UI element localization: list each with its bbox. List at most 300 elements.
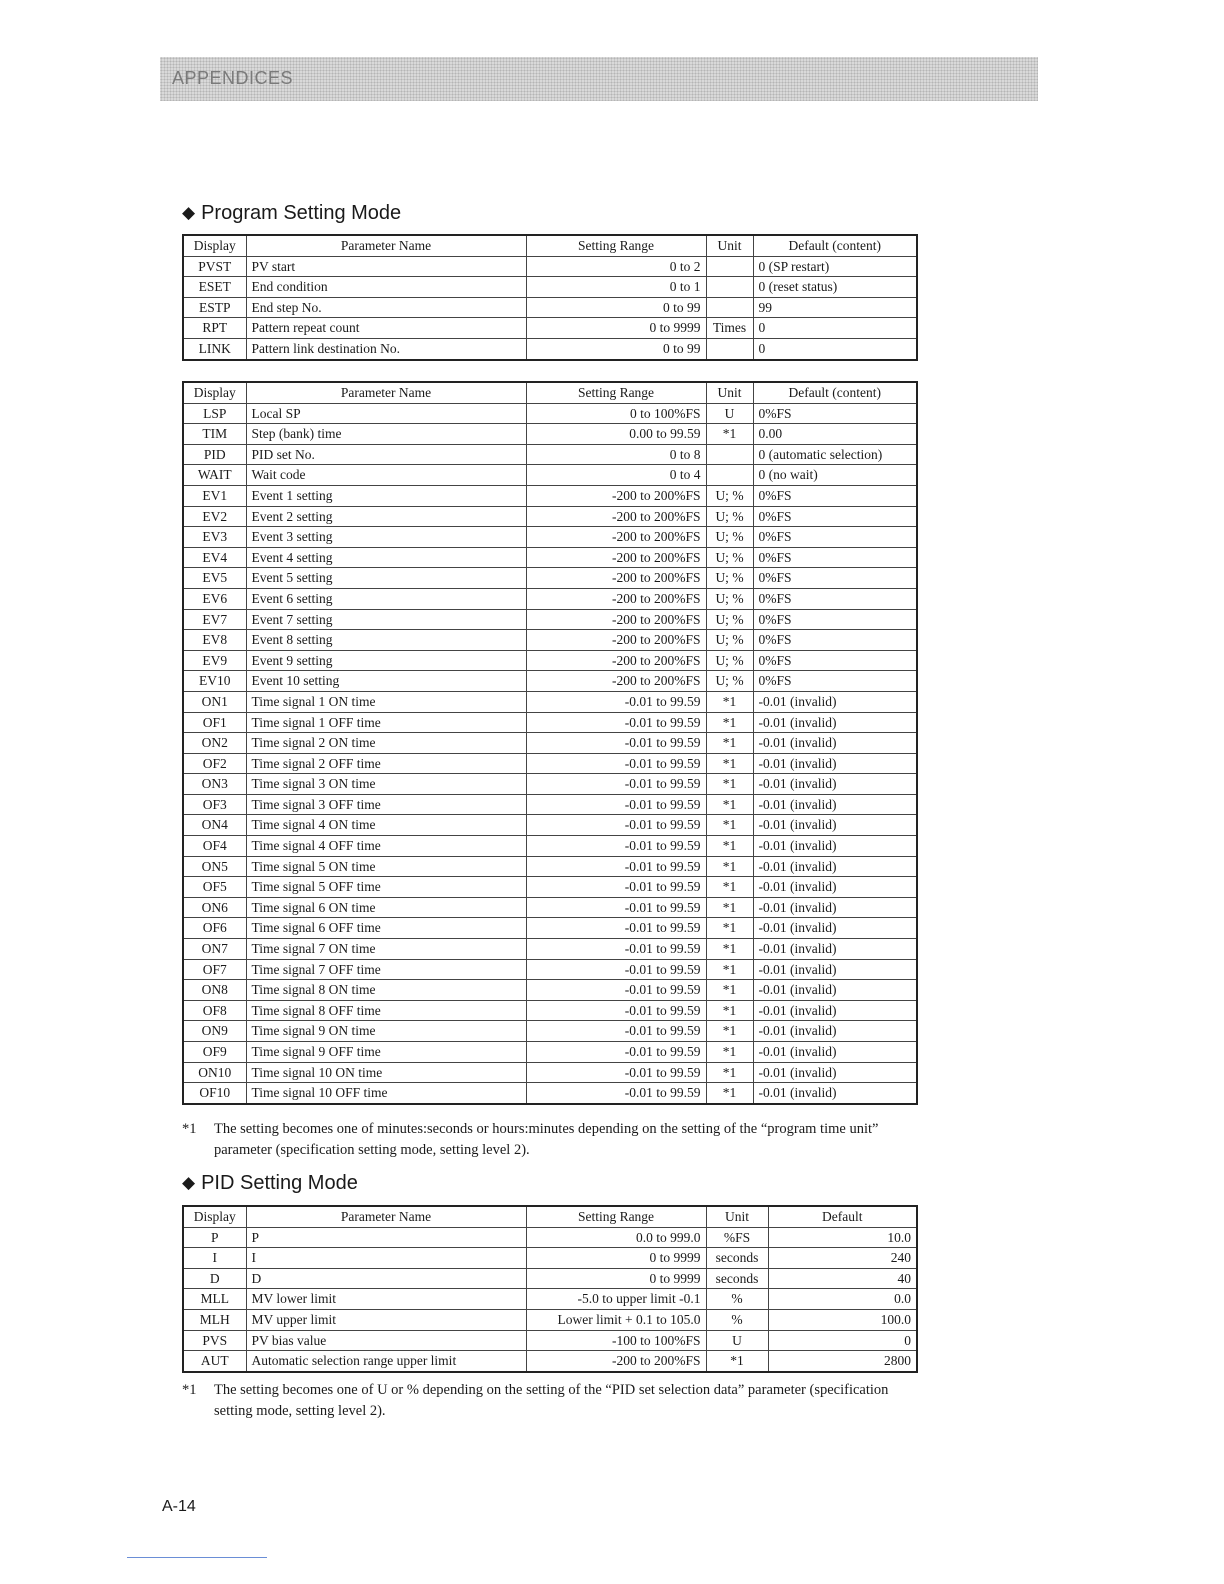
cell-unit: U; % bbox=[706, 671, 753, 692]
table-row bbox=[183, 588, 917, 609]
cell-unit: *1 bbox=[706, 1351, 768, 1372]
diamond-bullet-icon: ◆ bbox=[182, 1173, 196, 1192]
cell-parameter-name: Event 10 setting bbox=[246, 671, 526, 692]
table-row bbox=[183, 277, 917, 298]
table-row bbox=[183, 338, 917, 359]
cell-parameter-name: Time signal 3 OFF time bbox=[246, 794, 526, 815]
cell-setting-range: -5.0 to upper limit -0.1 bbox=[526, 1289, 706, 1310]
table-row bbox=[183, 959, 917, 980]
table-row bbox=[183, 506, 917, 527]
table-row bbox=[183, 1000, 917, 1021]
program-setting-mode-heading bbox=[182, 202, 401, 225]
cell-unit: *1 bbox=[706, 712, 753, 733]
program-setting-table bbox=[182, 234, 918, 361]
table-row bbox=[183, 1268, 917, 1289]
cell-parameter-name: Automatic selection range upper limit bbox=[246, 1351, 526, 1372]
cell-setting-range: -0.01 to 99.59 bbox=[526, 1062, 706, 1083]
cell-setting-range: Lower limit + 0.1 to 105.0 bbox=[526, 1309, 706, 1330]
cell-parameter-name: P bbox=[246, 1227, 526, 1248]
cell-unit: *1 bbox=[706, 897, 753, 918]
cell-unit: U bbox=[706, 1330, 768, 1351]
cell-unit: *1 bbox=[706, 1083, 753, 1104]
table-row bbox=[183, 753, 917, 774]
cell-parameter-name: End condition bbox=[246, 277, 526, 298]
cell-setting-range: -0.01 to 99.59 bbox=[526, 939, 706, 960]
table-header-row bbox=[183, 1206, 917, 1227]
cell-parameter-name: Step (bank) time bbox=[246, 424, 526, 445]
footnote-text: The setting becomes one of minutes:seconds or hours:minutes depending on the setting of the “program time unit” parameter (specification setting mode, setting level 2). bbox=[214, 1121, 879, 1158]
cell-setting-range: -200 to 200%FS bbox=[526, 568, 706, 589]
table-row bbox=[183, 1289, 917, 1310]
cell-unit: U; % bbox=[706, 609, 753, 630]
cell-setting-range: -200 to 200%FS bbox=[526, 547, 706, 568]
cell-default: 100.0 bbox=[768, 1309, 917, 1330]
cell-setting-range: -0.01 to 99.59 bbox=[526, 733, 706, 754]
column-header-setting-range: Setting Range bbox=[526, 382, 706, 403]
cell-default: 99 bbox=[753, 297, 917, 318]
cell-setting-range: -200 to 200%FS bbox=[526, 485, 706, 506]
cell-display: MLL bbox=[183, 1289, 246, 1310]
table-row bbox=[183, 691, 917, 712]
cell-display: AUT bbox=[183, 1351, 246, 1372]
cell-unit: *1 bbox=[706, 691, 753, 712]
cell-setting-range: -0.01 to 99.59 bbox=[526, 836, 706, 857]
cell-parameter-name: End step No. bbox=[246, 297, 526, 318]
cell-default: -0.01 (invalid) bbox=[753, 794, 917, 815]
cell-setting-range: -0.01 to 99.59 bbox=[526, 1000, 706, 1021]
cell-default: 0%FS bbox=[753, 650, 917, 671]
cell-unit: *1 bbox=[706, 794, 753, 815]
cell-unit: *1 bbox=[706, 753, 753, 774]
cell-display: MLH bbox=[183, 1309, 246, 1330]
cell-setting-range: -200 to 200%FS bbox=[526, 1351, 706, 1372]
cell-display: PVS bbox=[183, 1330, 246, 1351]
cell-default: 0%FS bbox=[753, 527, 917, 548]
table-row bbox=[183, 1248, 917, 1269]
cell-unit: *1 bbox=[706, 918, 753, 939]
cell-unit: U; % bbox=[706, 547, 753, 568]
cell-setting-range: -200 to 200%FS bbox=[526, 588, 706, 609]
cell-default: 0%FS bbox=[753, 506, 917, 527]
cell-display: OF7 bbox=[183, 959, 246, 980]
cell-default: -0.01 (invalid) bbox=[753, 980, 917, 1001]
bottom-rule bbox=[127, 1557, 267, 1558]
table-row bbox=[183, 712, 917, 733]
table-row bbox=[183, 1021, 917, 1042]
cell-setting-range: -0.01 to 99.59 bbox=[526, 794, 706, 815]
cell-unit: *1 bbox=[706, 939, 753, 960]
cell-default: -0.01 (invalid) bbox=[753, 712, 917, 733]
column-header-default: Default (content) bbox=[753, 382, 917, 403]
table-row bbox=[183, 918, 917, 939]
cell-parameter-name: Wait code bbox=[246, 465, 526, 486]
footnote-pid-set-selection bbox=[182, 1380, 922, 1422]
table-row bbox=[183, 318, 917, 339]
cell-setting-range: -0.01 to 99.59 bbox=[526, 980, 706, 1001]
table-row bbox=[183, 733, 917, 754]
appendices-header-band bbox=[160, 57, 1038, 101]
cell-unit bbox=[706, 338, 753, 359]
table-row bbox=[183, 609, 917, 630]
cell-unit: seconds bbox=[706, 1248, 768, 1269]
cell-parameter-name: Time signal 8 ON time bbox=[246, 980, 526, 1001]
cell-display: PID bbox=[183, 444, 246, 465]
cell-display: ESET bbox=[183, 277, 246, 298]
cell-parameter-name: Time signal 3 ON time bbox=[246, 774, 526, 795]
step-table-body bbox=[183, 403, 917, 1104]
cell-default: -0.01 (invalid) bbox=[753, 774, 917, 795]
cell-setting-range: -200 to 200%FS bbox=[526, 609, 706, 630]
cell-display: EV7 bbox=[183, 609, 246, 630]
cell-unit: *1 bbox=[706, 959, 753, 980]
column-header-parameter-name: Parameter Name bbox=[246, 1206, 526, 1227]
cell-parameter-name: Time signal 9 ON time bbox=[246, 1021, 526, 1042]
cell-default: 0%FS bbox=[753, 609, 917, 630]
cell-default: 0%FS bbox=[753, 588, 917, 609]
cell-setting-range: -200 to 200%FS bbox=[526, 527, 706, 548]
cell-unit: % bbox=[706, 1309, 768, 1330]
table-row bbox=[183, 256, 917, 277]
cell-parameter-name: D bbox=[246, 1268, 526, 1289]
cell-unit bbox=[706, 444, 753, 465]
table-row bbox=[183, 774, 917, 795]
cell-unit: U; % bbox=[706, 485, 753, 506]
column-header-display: Display bbox=[183, 1206, 246, 1227]
table-header-row bbox=[183, 235, 917, 256]
cell-parameter-name: Time signal 5 OFF time bbox=[246, 877, 526, 898]
cell-default: 0%FS bbox=[753, 630, 917, 651]
cell-display: WAIT bbox=[183, 465, 246, 486]
page-number: A-14 bbox=[162, 1498, 196, 1515]
cell-default: 0 (automatic selection) bbox=[753, 444, 917, 465]
cell-display: LSP bbox=[183, 403, 246, 424]
cell-display: EV5 bbox=[183, 568, 246, 589]
cell-setting-range: -0.01 to 99.59 bbox=[526, 712, 706, 733]
cell-unit: seconds bbox=[706, 1268, 768, 1289]
cell-display: ON4 bbox=[183, 815, 246, 836]
step-setting-table bbox=[182, 381, 918, 1105]
table-row bbox=[183, 485, 917, 506]
cell-parameter-name: Time signal 9 OFF time bbox=[246, 1042, 526, 1063]
footnote-text: The setting becomes one of U or % depending on the setting of the “PID set selection data” parameter (specification setting mode, setting level 2). bbox=[214, 1382, 889, 1419]
cell-setting-range: 0 to 4 bbox=[526, 465, 706, 486]
cell-setting-range: -100 to 100%FS bbox=[526, 1330, 706, 1351]
column-header-display: Display bbox=[183, 382, 246, 403]
table-row bbox=[183, 1330, 917, 1351]
cell-unit bbox=[706, 256, 753, 277]
pid-table-body bbox=[183, 1227, 917, 1372]
cell-display: OF10 bbox=[183, 1083, 246, 1104]
table-row bbox=[183, 856, 917, 877]
table-row bbox=[183, 671, 917, 692]
table-row bbox=[183, 794, 917, 815]
cell-default: -0.01 (invalid) bbox=[753, 815, 917, 836]
table-row bbox=[183, 444, 917, 465]
cell-unit: *1 bbox=[706, 877, 753, 898]
cell-default: -0.01 (invalid) bbox=[753, 918, 917, 939]
footnote-program-time-unit bbox=[182, 1119, 922, 1161]
cell-display: EV4 bbox=[183, 547, 246, 568]
cell-display: ESTP bbox=[183, 297, 246, 318]
cell-parameter-name: Time signal 1 ON time bbox=[246, 691, 526, 712]
cell-unit: *1 bbox=[706, 774, 753, 795]
cell-parameter-name: PID set No. bbox=[246, 444, 526, 465]
cell-display: EV2 bbox=[183, 506, 246, 527]
table-row bbox=[183, 465, 917, 486]
column-header-setting-range: Setting Range bbox=[526, 1206, 706, 1227]
cell-default: -0.01 (invalid) bbox=[753, 836, 917, 857]
cell-default: -0.01 (invalid) bbox=[753, 1062, 917, 1083]
cell-setting-range: -0.01 to 99.59 bbox=[526, 918, 706, 939]
table-row bbox=[183, 527, 917, 548]
diamond-bullet-icon: ◆ bbox=[182, 203, 196, 222]
cell-default: 40 bbox=[768, 1268, 917, 1289]
cell-unit: U; % bbox=[706, 568, 753, 589]
cell-default: 0 (no wait) bbox=[753, 465, 917, 486]
cell-default: 2800 bbox=[768, 1351, 917, 1372]
cell-default: 0%FS bbox=[753, 568, 917, 589]
cell-setting-range: 0 to 9999 bbox=[526, 1268, 706, 1289]
cell-unit: % bbox=[706, 1289, 768, 1310]
cell-unit: %FS bbox=[706, 1227, 768, 1248]
cell-default: -0.01 (invalid) bbox=[753, 959, 917, 980]
cell-default: -0.01 (invalid) bbox=[753, 1021, 917, 1042]
cell-setting-range: 0 to 9999 bbox=[526, 318, 706, 339]
table-row bbox=[183, 650, 917, 671]
cell-parameter-name: Time signal 7 OFF time bbox=[246, 959, 526, 980]
program-table-body bbox=[183, 256, 917, 359]
cell-parameter-name: Event 9 setting bbox=[246, 650, 526, 671]
table-row bbox=[183, 547, 917, 568]
table-row bbox=[183, 815, 917, 836]
cell-unit: *1 bbox=[706, 1062, 753, 1083]
cell-default: -0.01 (invalid) bbox=[753, 691, 917, 712]
column-header-default: Default bbox=[768, 1206, 917, 1227]
cell-setting-range: -200 to 200%FS bbox=[526, 650, 706, 671]
cell-display: EV6 bbox=[183, 588, 246, 609]
cell-unit: *1 bbox=[706, 815, 753, 836]
cell-parameter-name: Time signal 4 ON time bbox=[246, 815, 526, 836]
cell-setting-range: -0.01 to 99.59 bbox=[526, 1042, 706, 1063]
cell-unit: *1 bbox=[706, 1042, 753, 1063]
cell-setting-range: -200 to 200%FS bbox=[526, 630, 706, 651]
program-setting-mode-title: Program Setting Mode bbox=[201, 202, 402, 224]
table-row bbox=[183, 1042, 917, 1063]
table-row bbox=[183, 1309, 917, 1330]
pid-setting-mode-title: PID Setting Mode bbox=[201, 1172, 358, 1194]
cell-display: ON3 bbox=[183, 774, 246, 795]
cell-display: EV10 bbox=[183, 671, 246, 692]
cell-default: 0%FS bbox=[753, 671, 917, 692]
cell-setting-range: 0 to 9999 bbox=[526, 1248, 706, 1269]
table-row bbox=[183, 403, 917, 424]
cell-parameter-name: Time signal 2 OFF time bbox=[246, 753, 526, 774]
cell-parameter-name: Pattern link destination No. bbox=[246, 338, 526, 359]
cell-display: EV8 bbox=[183, 630, 246, 651]
cell-default: -0.01 (invalid) bbox=[753, 1000, 917, 1021]
cell-display: OF5 bbox=[183, 877, 246, 898]
cell-default: 0 (reset status) bbox=[753, 277, 917, 298]
cell-unit: U; % bbox=[706, 506, 753, 527]
cell-display: ON6 bbox=[183, 897, 246, 918]
table-row bbox=[183, 1083, 917, 1104]
table-row bbox=[183, 297, 917, 318]
cell-display: OF4 bbox=[183, 836, 246, 857]
column-header-unit: Unit bbox=[706, 235, 753, 256]
cell-display: ON9 bbox=[183, 1021, 246, 1042]
cell-unit bbox=[706, 465, 753, 486]
cell-default: -0.01 (invalid) bbox=[753, 877, 917, 898]
cell-display: EV3 bbox=[183, 527, 246, 548]
cell-unit bbox=[706, 297, 753, 318]
cell-parameter-name: Time signal 5 ON time bbox=[246, 856, 526, 877]
cell-parameter-name: Local SP bbox=[246, 403, 526, 424]
cell-parameter-name: Time signal 4 OFF time bbox=[246, 836, 526, 857]
table-row bbox=[183, 568, 917, 589]
cell-parameter-name: Event 6 setting bbox=[246, 588, 526, 609]
cell-parameter-name: Time signal 6 OFF time bbox=[246, 918, 526, 939]
table-row bbox=[183, 939, 917, 960]
appendices-header-label: APPENDICES bbox=[172, 68, 294, 88]
cell-display: EV1 bbox=[183, 485, 246, 506]
cell-parameter-name: Event 8 setting bbox=[246, 630, 526, 651]
table-row bbox=[183, 897, 917, 918]
cell-display: OF8 bbox=[183, 1000, 246, 1021]
cell-unit: *1 bbox=[706, 1000, 753, 1021]
cell-default: 0 bbox=[753, 318, 917, 339]
cell-parameter-name: Time signal 10 OFF time bbox=[246, 1083, 526, 1104]
cell-parameter-name: Event 1 setting bbox=[246, 485, 526, 506]
footnote-mark: *1 bbox=[182, 1382, 197, 1398]
cell-default: -0.01 (invalid) bbox=[753, 753, 917, 774]
cell-parameter-name: Event 5 setting bbox=[246, 568, 526, 589]
cell-default: 0.0 bbox=[768, 1289, 917, 1310]
column-header-parameter-name: Parameter Name bbox=[246, 382, 526, 403]
cell-display: ON1 bbox=[183, 691, 246, 712]
cell-setting-range: -0.01 to 99.59 bbox=[526, 856, 706, 877]
cell-default: -0.01 (invalid) bbox=[753, 1042, 917, 1063]
cell-setting-range: -200 to 200%FS bbox=[526, 671, 706, 692]
cell-setting-range: -0.01 to 99.59 bbox=[526, 774, 706, 795]
cell-unit: *1 bbox=[706, 856, 753, 877]
cell-display: ON8 bbox=[183, 980, 246, 1001]
cell-parameter-name: Event 4 setting bbox=[246, 547, 526, 568]
cell-parameter-name: Pattern repeat count bbox=[246, 318, 526, 339]
cell-unit: U; % bbox=[706, 588, 753, 609]
cell-parameter-name: Time signal 6 ON time bbox=[246, 897, 526, 918]
cell-display: P bbox=[183, 1227, 246, 1248]
cell-parameter-name: Event 3 setting bbox=[246, 527, 526, 548]
footnote-mark: *1 bbox=[182, 1121, 197, 1137]
cell-setting-range: 0.00 to 99.59 bbox=[526, 424, 706, 445]
cell-display: PVST bbox=[183, 256, 246, 277]
cell-setting-range: 0 to 2 bbox=[526, 256, 706, 277]
cell-parameter-name: PV bias value bbox=[246, 1330, 526, 1351]
cell-parameter-name: MV upper limit bbox=[246, 1309, 526, 1330]
cell-parameter-name: Time signal 8 OFF time bbox=[246, 1000, 526, 1021]
cell-default: 0 bbox=[768, 1330, 917, 1351]
cell-default: 0%FS bbox=[753, 547, 917, 568]
column-header-unit: Unit bbox=[706, 1206, 768, 1227]
cell-parameter-name: Event 2 setting bbox=[246, 506, 526, 527]
cell-unit bbox=[706, 277, 753, 298]
cell-unit: *1 bbox=[706, 836, 753, 857]
cell-default: 240 bbox=[768, 1248, 917, 1269]
cell-parameter-name: Time signal 2 ON time bbox=[246, 733, 526, 754]
table-header-row bbox=[183, 382, 917, 403]
cell-default: 0.00 bbox=[753, 424, 917, 445]
table-row bbox=[183, 1351, 917, 1372]
cell-unit: *1 bbox=[706, 733, 753, 754]
cell-display: ON5 bbox=[183, 856, 246, 877]
cell-parameter-name: Time signal 10 ON time bbox=[246, 1062, 526, 1083]
cell-setting-range: 0.0 to 999.0 bbox=[526, 1227, 706, 1248]
table-row bbox=[183, 1062, 917, 1083]
pid-setting-table bbox=[182, 1205, 918, 1373]
cell-display: EV9 bbox=[183, 650, 246, 671]
cell-setting-range: -0.01 to 99.59 bbox=[526, 691, 706, 712]
cell-default: -0.01 (invalid) bbox=[753, 897, 917, 918]
cell-parameter-name: Time signal 7 ON time bbox=[246, 939, 526, 960]
cell-display: RPT bbox=[183, 318, 246, 339]
cell-setting-range: 0 to 8 bbox=[526, 444, 706, 465]
cell-display: D bbox=[183, 1268, 246, 1289]
column-header-unit: Unit bbox=[706, 382, 753, 403]
cell-default: -0.01 (invalid) bbox=[753, 1083, 917, 1104]
cell-parameter-name: PV start bbox=[246, 256, 526, 277]
cell-default: 0%FS bbox=[753, 403, 917, 424]
column-header-display: Display bbox=[183, 235, 246, 256]
cell-default: -0.01 (invalid) bbox=[753, 733, 917, 754]
cell-default: -0.01 (invalid) bbox=[753, 939, 917, 960]
cell-parameter-name: MV lower limit bbox=[246, 1289, 526, 1310]
cell-display: I bbox=[183, 1248, 246, 1269]
cell-setting-range: 0 to 100%FS bbox=[526, 403, 706, 424]
cell-parameter-name: I bbox=[246, 1248, 526, 1269]
table-row bbox=[183, 980, 917, 1001]
cell-unit: U; % bbox=[706, 630, 753, 651]
column-header-parameter-name: Parameter Name bbox=[246, 235, 526, 256]
cell-display: OF1 bbox=[183, 712, 246, 733]
cell-default: 0 bbox=[753, 338, 917, 359]
cell-unit: *1 bbox=[706, 980, 753, 1001]
table-row bbox=[183, 630, 917, 651]
cell-setting-range: -0.01 to 99.59 bbox=[526, 815, 706, 836]
cell-setting-range: 0 to 1 bbox=[526, 277, 706, 298]
cell-default: 10.0 bbox=[768, 1227, 917, 1248]
cell-setting-range: -0.01 to 99.59 bbox=[526, 877, 706, 898]
cell-setting-range: 0 to 99 bbox=[526, 338, 706, 359]
cell-default: 0 (SP restart) bbox=[753, 256, 917, 277]
cell-unit: *1 bbox=[706, 1021, 753, 1042]
cell-display: OF6 bbox=[183, 918, 246, 939]
column-header-setting-range: Setting Range bbox=[526, 235, 706, 256]
cell-unit: U; % bbox=[706, 650, 753, 671]
cell-default: 0%FS bbox=[753, 485, 917, 506]
table-row bbox=[183, 1227, 917, 1248]
cell-setting-range: -0.01 to 99.59 bbox=[526, 897, 706, 918]
cell-unit: Times bbox=[706, 318, 753, 339]
cell-display: LINK bbox=[183, 338, 246, 359]
cell-display: ON7 bbox=[183, 939, 246, 960]
cell-display: ON10 bbox=[183, 1062, 246, 1083]
cell-setting-range: -0.01 to 99.59 bbox=[526, 1021, 706, 1042]
column-header-default: Default (content) bbox=[753, 235, 917, 256]
cell-display: TIM bbox=[183, 424, 246, 445]
cell-display: ON2 bbox=[183, 733, 246, 754]
table-row bbox=[183, 424, 917, 445]
table-row bbox=[183, 877, 917, 898]
